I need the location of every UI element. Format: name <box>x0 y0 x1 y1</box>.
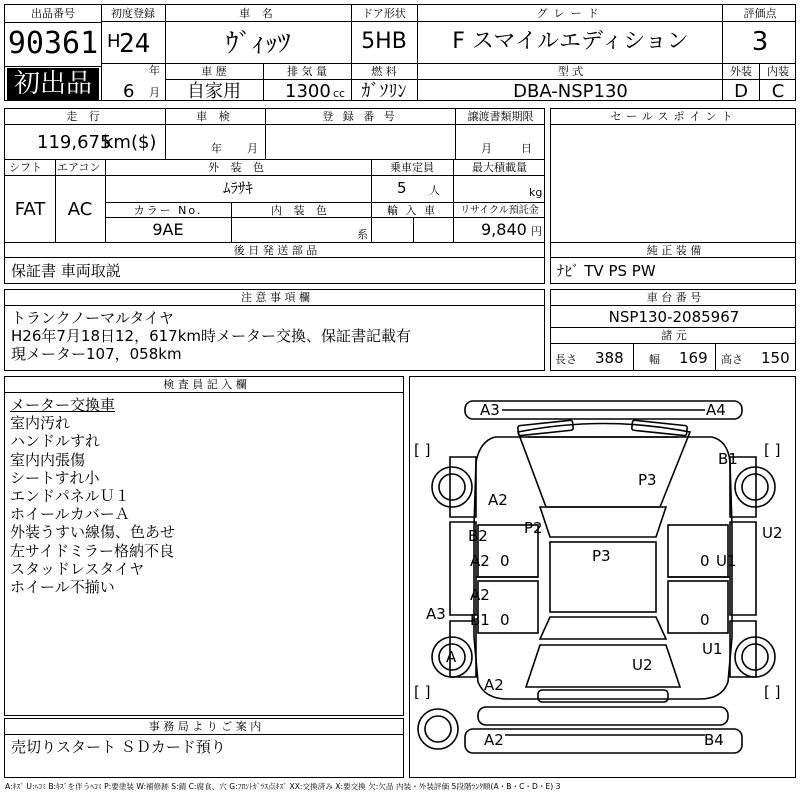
displacement-unit: cc <box>333 87 346 100</box>
recycle-fee-unit: 円 <box>531 225 542 238</box>
month-value: 6 <box>123 81 135 101</box>
zero-mark: 0 <box>500 552 510 570</box>
car-name: ｳﾞｨｯﾂ <box>225 29 291 59</box>
damage-rear-left: A2 <box>484 731 504 749</box>
inspector-section <box>4 376 404 716</box>
exterior-grade: D <box>734 81 748 101</box>
zero-mark: 0 <box>500 611 510 629</box>
bracket-right-lower: [ ] <box>764 683 781 701</box>
height-value: 150 <box>761 349 790 367</box>
capacity-value: 5 <box>397 179 407 197</box>
inspector-line: シートすれ小 <box>10 468 100 487</box>
damage-left-rear-wheel: A <box>446 648 457 666</box>
recycle-fee-label: リサイクル預託金 <box>460 205 539 216</box>
interior-grade: C <box>771 81 785 101</box>
door-type-label: ドア形状 <box>362 7 406 20</box>
lot-number-label: 出品番号 <box>31 7 75 20</box>
chassis-number: NSP130-2085967 <box>608 308 740 326</box>
exterior-color: ﾑﾗｻｷ <box>222 179 253 197</box>
damage-left-sill: A3 <box>426 605 446 623</box>
later-parts-label: 後 日 発 送 部 品 <box>233 244 318 257</box>
first-registration-label: 初度登録 <box>111 7 155 20</box>
damage-left-rear-door-b: B1 <box>470 611 490 629</box>
height-label: 高さ <box>721 353 743 366</box>
length-label: 長さ <box>555 353 577 366</box>
transfer-day-unit: 日 <box>521 142 532 155</box>
door-type: 5HB <box>361 29 407 54</box>
first-listing-badge: 初出品 <box>7 68 99 100</box>
damage-right-front-door: U1 <box>716 552 737 570</box>
transfer-deadline-label: 譲渡書類期限 <box>467 110 534 123</box>
chassis-section <box>550 289 796 371</box>
ac-label: エアコン <box>57 161 101 174</box>
equipment-value: ﾅﾋﾞ TV PS PW <box>557 262 656 280</box>
mileage-label: 走 行 <box>66 110 104 123</box>
inspector-line: ハンドルすれ <box>10 432 101 451</box>
color-number: 9AE <box>152 220 184 239</box>
rating-section <box>722 4 796 101</box>
width-value: 169 <box>679 349 708 367</box>
inspector-line: 室内内張傷 <box>10 450 86 469</box>
inspector-line: 左サイドミラー格納不良 <box>10 541 174 560</box>
year-unit: 年 <box>149 64 160 77</box>
damage-hood: P3 <box>638 471 657 489</box>
inspection-year-unit: 年 <box>211 142 222 155</box>
damage-left-rear-door-a: A2 <box>470 586 490 604</box>
damage-hood-right: B1 <box>718 450 738 468</box>
office-label: 事 務 局 よ り ご 案 内 <box>148 720 262 733</box>
damage-left-front-door-a: B2 <box>468 527 488 545</box>
lot-number: 90361 <box>7 26 99 61</box>
office-value: 売切りスタート ＳＤカード預り <box>11 738 226 756</box>
notes-label: 注 意 事 項 欄 <box>241 291 310 304</box>
ac-value: AC <box>67 199 93 220</box>
damage-right-fender: U2 <box>762 524 783 542</box>
notes-line: 現メーター107，058km <box>11 345 182 364</box>
damage-legend: A:ｷｽﾞ U:ﾍｺﾐ B:ｷｽﾞを伴うﾍｺﾐ P:要塗装 W:補修跡 S:錆 C:腐食、穴 G:ﾌﾛﾝﾄｶﾞﾗｽ点ｷｽﾞ XX:交換済み X:要交換 欠:欠品 内装・外装評価 5段階ﾗﾝｸ順(A・B・C・D・E) 3 <box>5 782 561 791</box>
fuel-value: ｶﾞｿﾘﾝ <box>361 81 407 101</box>
vehicle-history-label: 車 歴 <box>201 65 227 78</box>
damage-left-rear-quarter: A2 <box>484 676 504 694</box>
month-unit: 月 <box>149 86 160 99</box>
import-car-label: 輸 入 車 <box>387 204 437 217</box>
bracket-right-upper: [ ] <box>764 441 781 459</box>
damage-trunk: U2 <box>632 656 653 674</box>
damage-left-front-door-b: A2 <box>470 552 490 570</box>
exterior-color-label: 外 装 色 <box>208 161 268 174</box>
inspector-line: ホイール不揃い <box>10 578 115 597</box>
grade-label: グレード <box>536 7 605 20</box>
damage-right-quarter: U1 <box>702 640 723 658</box>
rating-label: 評価点 <box>743 7 777 20</box>
inspector-line: メーター交換車 <box>10 396 116 414</box>
inspector-label: 検 査 員 記 入 欄 <box>163 378 247 391</box>
inspector-line: 外装うすい線傷、色あせ <box>10 523 176 542</box>
chassis-number-label: 車 台 番 号 <box>646 291 702 304</box>
era-value: H <box>107 31 121 52</box>
mileage-value: 119,675 <box>37 132 112 153</box>
recycle-fee: 9,840 <box>481 220 527 239</box>
year-value: 24 <box>119 29 151 59</box>
notes-line: H26年7月18日12，617km時メーター交換、保証書記載有 <box>11 327 412 346</box>
damage-left-fender: A2 <box>488 491 508 509</box>
max-load-label: 最大積載量 <box>472 161 527 174</box>
details-section <box>4 108 545 284</box>
notes-line: トランクノーマルタイヤ <box>11 309 175 327</box>
registration-number-label: 登 録 番 号 <box>322 110 398 123</box>
length-value: 388 <box>595 349 624 367</box>
sales-points-section <box>550 108 796 284</box>
displacement-value: 1300 <box>285 81 331 101</box>
damage-windshield: P2 <box>524 519 543 537</box>
capacity-unit: 人 <box>429 184 440 197</box>
interior-grade-label: 内装 <box>767 65 789 78</box>
shift-value: FAT <box>14 199 46 220</box>
rating-score: 3 <box>751 27 769 57</box>
inspector-line: エンドパネルＵ１ <box>10 487 130 506</box>
bracket-left-lower: [ ] <box>414 683 431 701</box>
inspector-line: ホイールカバーＡ <box>10 505 130 524</box>
color-number-label: カラー No. <box>133 204 203 217</box>
grade-value: F スマイルエディション <box>452 29 689 54</box>
mileage-unit: km($) <box>103 132 157 153</box>
office-section <box>4 718 404 778</box>
sales-points-label: セールスポイント <box>610 110 738 123</box>
width-label: 幅 <box>649 353 660 366</box>
max-load-unit: kg <box>529 186 543 199</box>
damage-diagram <box>409 376 796 778</box>
displacement-label: 排 気 量 <box>287 65 327 78</box>
fuel-label: 燃 料 <box>371 65 397 78</box>
damage-roof: P3 <box>592 547 611 565</box>
inspection-month-unit: 月 <box>247 142 258 155</box>
zero-mark: 0 <box>700 611 710 629</box>
inspection-label: 車 検 <box>196 110 234 123</box>
notes-section <box>4 289 545 371</box>
interior-color-unit: 系 <box>357 228 368 241</box>
bracket-left-upper: [ ] <box>414 441 431 459</box>
vehicle-history: 自家用 <box>187 81 241 101</box>
zero-mark: 0 <box>700 552 710 570</box>
model-code-label: 型 式 <box>557 65 584 78</box>
car-outline-diagram <box>410 377 796 778</box>
equipment-label: 純 正 装 備 <box>646 244 702 257</box>
transfer-month-unit: 月 <box>481 142 492 155</box>
damage-front-right: A4 <box>706 401 726 419</box>
interior-color-label: 内 装 色 <box>271 204 331 217</box>
shift-label: シフト <box>9 161 42 174</box>
damage-front-left: A3 <box>480 401 500 419</box>
specs-label: 諸 元 <box>661 329 687 342</box>
inspector-line: 室内汚れ <box>10 414 71 433</box>
inspector-line: スタッドレスタイヤ <box>10 559 145 578</box>
exterior-grade-label: 外装 <box>730 65 752 78</box>
car-name-label: 車 名 <box>239 7 277 20</box>
header-section <box>4 4 751 101</box>
damage-rear-right: B4 <box>704 731 724 749</box>
capacity-label: 乗車定員 <box>390 161 434 174</box>
model-code: DBA-NSP130 <box>513 81 628 101</box>
later-parts: 保証書 車両取説 <box>11 262 121 280</box>
